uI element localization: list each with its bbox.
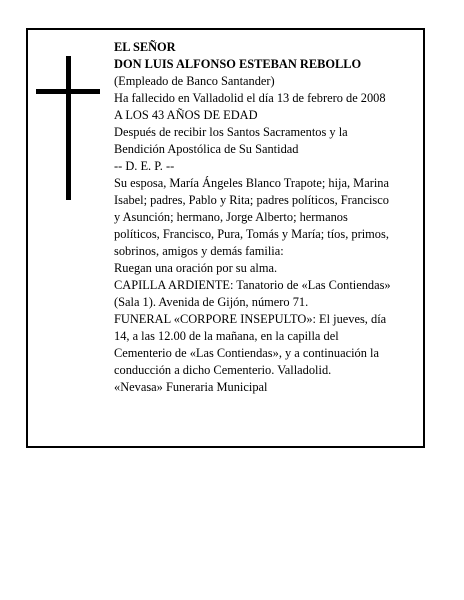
rip-line: -- D. E. P. -- bbox=[114, 159, 175, 173]
funeral-home-line: «Nevasa» Funeraria Municipal bbox=[114, 380, 268, 394]
occupation-line: (Empleado de Banco Santander) bbox=[114, 74, 275, 88]
obituary-text bbox=[114, 39, 426, 396]
funeral-line-4: conducción a dicho Cementerio. Valladolid. bbox=[114, 363, 332, 377]
cross-icon bbox=[36, 56, 100, 200]
notice-heading-title: EL SEÑOR bbox=[114, 40, 176, 54]
family-line-1: Su esposa, María Ángeles Blanco Trapote; hija, Marina bbox=[114, 176, 389, 190]
deceased-name: DON LUIS ALFONSO ESTEBAN REBOLLO bbox=[114, 57, 362, 71]
family-line-2: Isabel; padres, Pablo y Rita; padres políticos, Francisco bbox=[114, 193, 389, 207]
sacraments-line-1: Después de recibir los Santos Sacramentos y la bbox=[114, 125, 348, 139]
funeral-line-1: FUNERAL «CORPORE INSEPULTO»: El jueves, día bbox=[114, 312, 387, 326]
family-line-3: y Asunción; hermano, Jorge Alberto; hermanos bbox=[114, 210, 348, 224]
obituary-notice bbox=[26, 28, 425, 448]
funeral-line-3: Cementerio de «Las Contiendas», y a continuación la bbox=[114, 346, 379, 360]
funeral-line-2: 14, a las 12.00 de la mañana, en la capilla del bbox=[114, 329, 339, 343]
chapel-line-2: (Sala 1). Avenida de Gijón, número 71. bbox=[114, 295, 309, 309]
age-line: A LOS 43 AÑOS DE EDAD bbox=[114, 108, 258, 122]
family-line-5: sobrinos, amigos y demás familia: bbox=[114, 244, 284, 258]
death-date-line: Ha fallecido en Valladolid el día 13 de febrero de 2008 bbox=[114, 91, 386, 105]
sacraments-line-2: Bendición Apostólica de Su Santidad bbox=[114, 142, 299, 156]
family-line-4: políticos, Francisco, Pura, Tomás y María; tíos, primos, bbox=[114, 227, 389, 241]
chapel-line-1: CAPILLA ARDIENTE: Tanatorio de «Las Contiendas» bbox=[114, 278, 391, 292]
prayer-line: Ruegan una oración por su alma. bbox=[114, 261, 278, 275]
